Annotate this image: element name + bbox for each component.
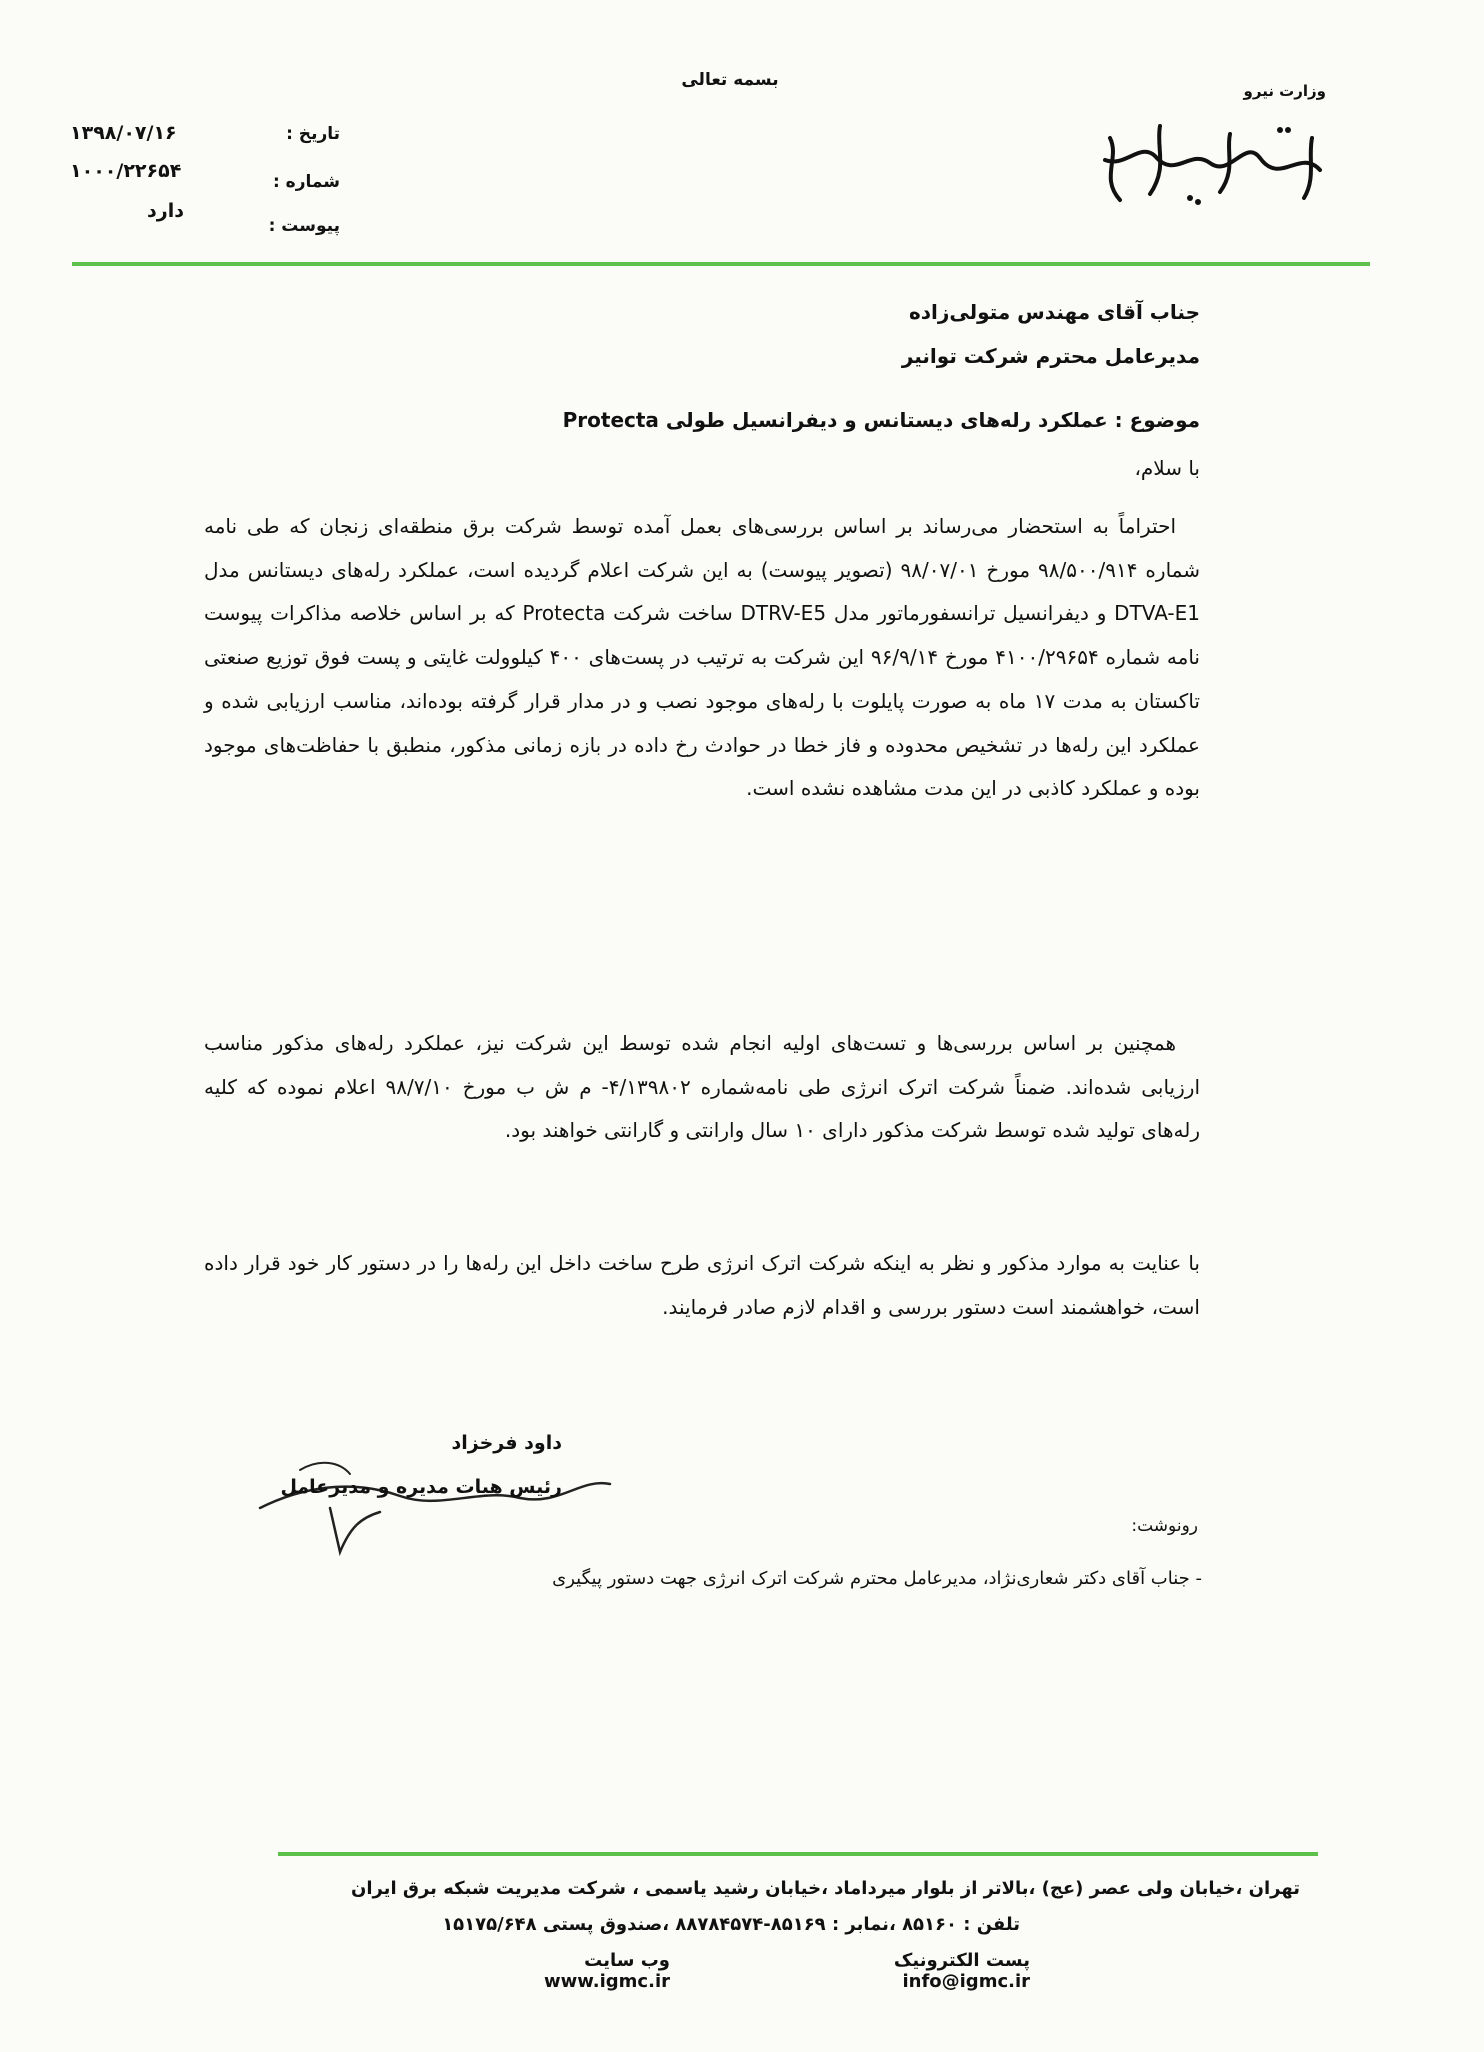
cc-label: رونوشت:	[1131, 1516, 1198, 1536]
addressee-name: جناب آقای مهندس متولی‌زاده	[908, 300, 1200, 324]
date-label: تاریخ :	[286, 124, 340, 144]
signatory-name: داود فرخزاد	[451, 1432, 562, 1454]
attachment-label: پیوست :	[268, 216, 340, 236]
date-value: ۱۳۹۸/۰۷/۱۶	[70, 122, 177, 144]
footer-phone: تلفن : ۸۵۱۶۰ ،نمابر : ۸۵۱۶۹-۸۸۷۸۴۵۷۴ ،صندوق پستی ۱۵۱۷۵/۶۴۸	[442, 1914, 1020, 1935]
email-label: پست الکترونیک	[893, 1950, 1030, 1971]
cc-recipient: - جناب آقای دکتر شعاری‌نژاد، مدیرعامل محترم شرکت اترک انرژی جهت دستور پیگیری	[552, 1568, 1202, 1589]
greeting: با سلام،	[1134, 456, 1200, 480]
website-label: وب سایت	[584, 1950, 670, 1971]
website-link[interactable]: www.igmc.ir	[544, 1971, 670, 1992]
email-link[interactable]: info@igmc.ir	[902, 1971, 1030, 1992]
basmala: بسمه تعالی	[681, 70, 779, 90]
body-paragraph-3: با عنایت به موارد مذکور و نظر به اینکه شرکت اترک انرژی طرح ساخت داخل این رله‌ها را در دستور کار خود قرار داده است، خواهشمند است دستور بررسی و اقدام لازم صادر فرمایند.	[204, 1251, 1200, 1319]
footer-address: تهران ،خیابان ولی عصر (عج) ،بالاتر از بلوار میرداماد ،خیابان رشید یاسمی ، شرکت مدیریت شبکه برق ایران	[350, 1878, 1300, 1899]
handwritten-signature	[240, 1448, 620, 1558]
footer-website-row	[430, 1950, 670, 1992]
footer-email-row	[730, 1950, 1030, 1992]
ministry-name: وزارت نیرو	[1243, 82, 1326, 100]
number-label: شماره :	[272, 172, 340, 192]
addressee-title: مدیرعامل محترم شرکت توانیر	[901, 344, 1200, 368]
company-logo	[1080, 108, 1330, 220]
header-divider	[72, 262, 1370, 266]
body-paragraph-1: احتراماً به استحضار می‌رساند بر اساس بررسی‌های بعمل آمده توسط شرکت برق منطقه‌ای زنجان که طی نامه شماره ۹۸/۵۰۰/۹۱۴ مورخ ۹۸/۰۷/۰۱ (تصویر پیوست) به این شرکت اعلام گردیده است، عملکرد رله‌های دیستانس مدل DTVA-E1 و دیفرانسیل ترانسفورماتور مدل DTRV-E5 ساخت شرکت Protecta که بر اساس خلاصه مذاکرات پیوست نامه شماره ۴۱۰۰/۲۹۶۵۴ مورخ ۹۶/۹/۱۴ این شرکت به ترتیب در پست‌های ۴۰۰ کیلوولت غایتی و پست فوق توزیع صنعتی تاکستان به مدت ۱۷ ماه به صورت پایلوت با رله‌های موجود نصب و در مدار قرار گرفته بوده‌اند، مناسب ارزیابی شده و عملکرد این رله‌ها در تشخیص محدوده و فاز خطا در حوادث رخ داده در بازه زمانی مذکور، منطبق با حفاظت‌های موجود بوده و عملکرد کاذبی در این مدت مشاهده نشده است.	[204, 514, 1201, 801]
body-paragraph-2: همچنین بر اساس بررسی‌ها و تست‌های اولیه انجام شده توسط این شرکت نیز، عملکرد رله‌های مذکور مناسب ارزیابی شده‌اند. ضمناً شرکت اترک انرژی طی نامه‌شماره ۴/۱۳۹۸۰۲- م ش ب مورخ ۹۸/۷/۱۰ اعلام نموده که کلیه رله‌های تولید شده توسط شرکت مذکور دارای ۱۰ سال وارانتی و گارانتی خواهند بود.	[204, 1031, 1200, 1143]
number-value: ۱۰۰۰/۲۲۶۵۴	[70, 160, 182, 182]
attachment-value: دارد	[147, 200, 184, 222]
signatory-title: رئیس هیات مدیره و مدیرعامل	[280, 1476, 562, 1498]
subject-line: موضوع : عملکرد رله‌های دیستانس و دیفرانسیل طولی Protecta	[562, 408, 1200, 432]
footer-divider	[278, 1852, 1318, 1856]
